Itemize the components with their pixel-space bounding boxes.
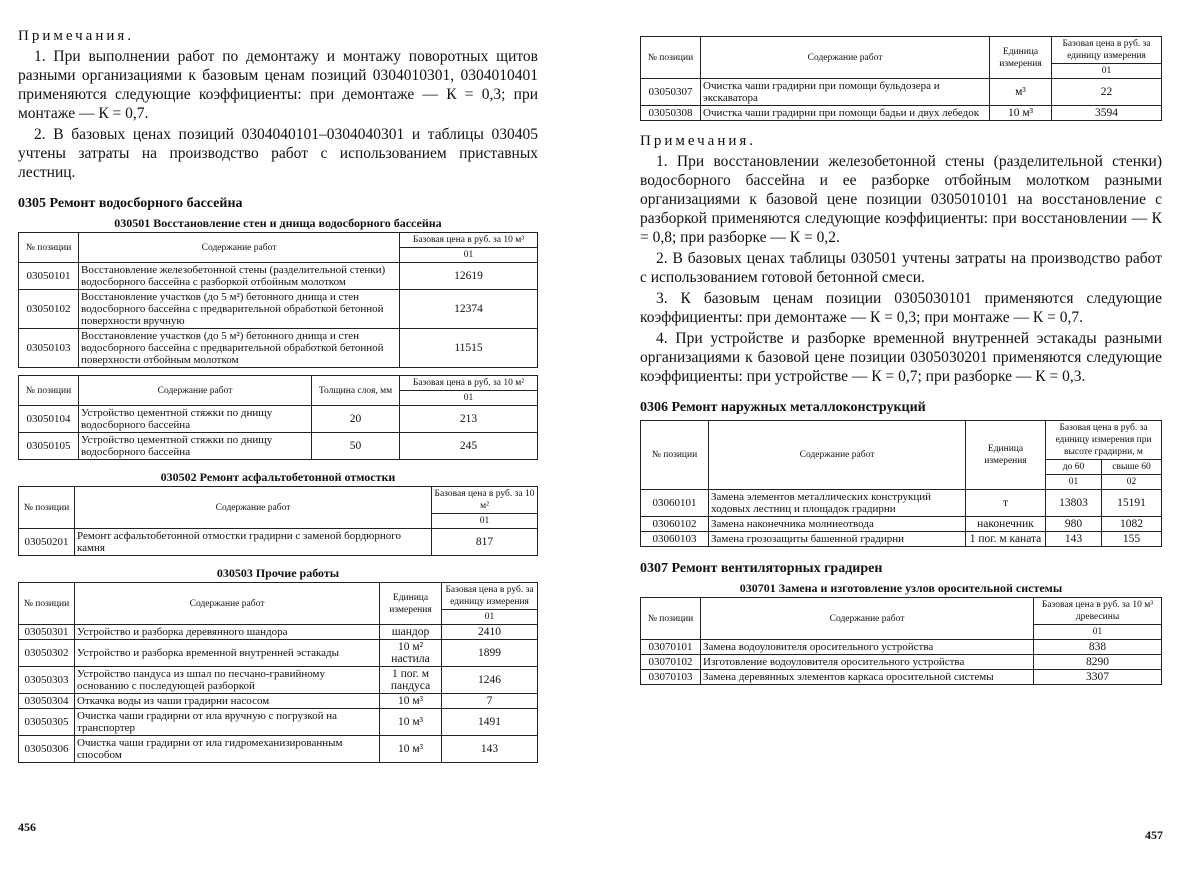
- price-table-030501: [18, 232, 538, 368]
- price-value: 817: [432, 529, 538, 556]
- position-code: 03070103: [641, 670, 701, 685]
- header-pos: № позиции: [19, 487, 75, 529]
- header-price: Базовая цена в руб. за 10 м²: [432, 487, 538, 514]
- header-unit: Единица измерения: [380, 583, 442, 625]
- work-description: Очистка чаши градирни при помощи бульдозера и экскаватора: [701, 79, 990, 106]
- notes-heading: Примечания.: [18, 28, 135, 44]
- price-value: 143: [442, 736, 538, 763]
- unit-value: наконечник: [966, 517, 1046, 532]
- table-row: [19, 667, 538, 694]
- header-col: 01: [1034, 625, 1162, 640]
- table-row: [641, 532, 1162, 547]
- work-description: Восстановление участков (до 5 м²) бетонного днища и стен водосборного бассейна с предварительной обработкой бетонной поверхности отбойным молотком: [79, 329, 400, 368]
- work-description: Устройство пандуса из шпал по песчано-гравийному основанию с последующей разборкой: [75, 667, 380, 694]
- table-row: [19, 263, 538, 290]
- price-value: 1246: [442, 667, 538, 694]
- work-description: Устройство и разборка временной внутренней эстакады: [75, 640, 380, 667]
- position-code: 03060103: [641, 532, 709, 547]
- page-number: 457: [1145, 828, 1163, 842]
- position-code: 03050301: [19, 625, 75, 640]
- table-row: [19, 640, 538, 667]
- unit-value: т: [966, 490, 1046, 517]
- work-description: Очистка чаши градирни при помощи бадьи и двух лебедок: [701, 106, 990, 121]
- position-code: 03070101: [641, 640, 701, 655]
- note-paragraph: 4. При устройстве и разборке временной внутренней эстакады разными организациями к базовой цене позиции 0305030201 применяются следующие коэффициенты: при устройстве — К = 0,7; при разборке — К = 0,3.: [640, 330, 1162, 385]
- position-code: 03050103: [19, 329, 79, 368]
- work-description: Откачка воды из чаши градирни насосом: [75, 694, 380, 709]
- price-table-030701: [640, 597, 1162, 685]
- table-row: [19, 709, 538, 736]
- header-price: Базовая цена в руб. за 10 м³ древесины: [1034, 598, 1162, 625]
- table-row: [641, 517, 1162, 532]
- price-value: 980: [1046, 517, 1102, 532]
- section-title: 0306 Ремонт наружных металлоконструкций: [640, 400, 926, 415]
- price-value: 3594: [1052, 106, 1162, 121]
- table-row: [19, 290, 538, 329]
- header-col: 01: [442, 610, 538, 625]
- table-row: [641, 670, 1162, 685]
- work-description: Замена грозозащиты башенной градирни: [709, 532, 966, 547]
- header-pos: № позиции: [19, 233, 79, 263]
- header-height-over-60: свыше 60: [1102, 460, 1162, 475]
- note-paragraph: 1. При выполнении работ по демонтажу и монтажу поворотных щитов разными организациями к базовым ценам позиций 0304010301, 0304010401 применяются следующие коэффициенты: при демонтаже — К = 0,3; при монтаже — К = 0,7.: [18, 48, 538, 122]
- table-row: [19, 625, 538, 640]
- position-code: 03050102: [19, 290, 79, 329]
- price-table-030503: [18, 582, 538, 763]
- header-price: Базовая цена в руб. за 10 м³: [400, 233, 538, 248]
- work-description: Замена элементов металлических конструкций ходовых лестниц и площадок градирни: [709, 490, 966, 517]
- position-code: 03060102: [641, 517, 709, 532]
- table-row: [641, 79, 1162, 106]
- note-paragraph: 3. К базовым ценам позиции 0305030101 применяются следующие коэффициенты: при демонтаже — К = 0,3; при монтаже — К = 0,7.: [640, 290, 1162, 326]
- price-value: 143: [1046, 532, 1102, 547]
- unit-value: м³: [990, 79, 1052, 106]
- notes-heading: Примечания.: [640, 133, 757, 149]
- page-number: 456: [18, 820, 36, 834]
- price-value: 155: [1102, 532, 1162, 547]
- thickness-value: 50: [312, 433, 400, 460]
- price-value: 838: [1034, 640, 1162, 655]
- price-value: 245: [400, 433, 538, 460]
- position-code: 03050101: [19, 263, 79, 290]
- table-row: [19, 529, 538, 556]
- price-value: 8290: [1034, 655, 1162, 670]
- position-code: 03050104: [19, 406, 79, 433]
- position-code: 03050307: [641, 79, 701, 106]
- header-col: 01: [432, 514, 538, 529]
- header-price: Базовая цена в руб. за единицу измерения: [1052, 37, 1162, 64]
- note-paragraph: 2. В базовых ценах таблицы 030501 учтены затраты на производство работ с использованием готовой бетонной смеси.: [640, 250, 1162, 286]
- header-price: Базовая цена в руб. за единицу измерения: [442, 583, 538, 610]
- unit-value: 10 м² настила: [380, 640, 442, 667]
- header-price: Базовая цена в руб. за единицу измерения при высоте градирни, м: [1046, 421, 1162, 460]
- price-value: 12374: [400, 290, 538, 329]
- note-paragraph: 2. В базовых ценах позиций 0304040101–0304040301 и таблицы 030405 учтены затраты на производство работ с использованием приставных лестниц.: [18, 126, 538, 181]
- price-value: 12619: [400, 263, 538, 290]
- header-col: 01: [400, 248, 538, 263]
- position-code: 03050305: [19, 709, 75, 736]
- unit-value: шандор: [380, 625, 442, 640]
- header-pos: № позиции: [641, 37, 701, 79]
- work-description: Очистка чаши градирни от ила вручную с погрузкой на транспортер: [75, 709, 380, 736]
- unit-value: 10 м³: [380, 709, 442, 736]
- table-title: 030502 Ремонт асфальтобетонной отмостки: [160, 470, 396, 484]
- work-description: Замена деревянных элементов каркаса оросительной системы: [701, 670, 1034, 685]
- price-value: 1899: [442, 640, 538, 667]
- header-pos: № позиции: [641, 421, 709, 490]
- thickness-value: 20: [312, 406, 400, 433]
- price-value: 22: [1052, 79, 1162, 106]
- header-height-up-to-60: до 60: [1046, 460, 1102, 475]
- left-page-content: [18, 28, 538, 763]
- note-paragraph: 1. При восстановлении железобетонной стены (разделительной стенки) водосборного бассейна и ее разборке отбойным молотком разными организациями к базовой цене позиции 0305010101 на восстановление с разборкой применяются следующие коэффициенты: при восстановлении — К = 0,8; при разборке — К = 0,2.: [640, 153, 1162, 246]
- price-value: 13803: [1046, 490, 1102, 517]
- header-desc: Содержание работ: [75, 487, 432, 529]
- header-unit: Единица измерения: [990, 37, 1052, 79]
- table-row: [641, 640, 1162, 655]
- table-row: [19, 329, 538, 368]
- header-price: Базовая цена в руб. за 10 м²: [400, 376, 538, 391]
- price-value: 7: [442, 694, 538, 709]
- table-row: [641, 490, 1162, 517]
- position-code: 03050105: [19, 433, 79, 460]
- position-code: 03050302: [19, 640, 75, 667]
- price-table-0306: [640, 420, 1162, 547]
- position-code: 03050308: [641, 106, 701, 121]
- header-col: 02: [1102, 475, 1162, 490]
- price-value: 2410: [442, 625, 538, 640]
- header-desc: Содержание работ: [701, 37, 990, 79]
- table-row: [641, 106, 1162, 121]
- work-description: Устройство цементной стяжки по днищу водосборного бассейна: [79, 433, 312, 460]
- table-row: [641, 655, 1162, 670]
- table-row: [19, 694, 538, 709]
- unit-value: 10 м³: [380, 694, 442, 709]
- position-code: 03060101: [641, 490, 709, 517]
- price-value: 1491: [442, 709, 538, 736]
- work-description: Замена наконечника молниеотвода: [709, 517, 966, 532]
- position-code: 03050201: [19, 529, 75, 556]
- unit-value: 10 м³: [990, 106, 1052, 121]
- table-row: [19, 736, 538, 763]
- position-code: 03050306: [19, 736, 75, 763]
- work-description: Замена водоуловителя оросительного устройства: [701, 640, 1034, 655]
- work-description: Устройство цементной стяжки по днищу водосборного бассейна: [79, 406, 312, 433]
- header-pos: № позиции: [641, 598, 701, 640]
- work-description: Изготовление водоуловителя оросительного устройства: [701, 655, 1034, 670]
- price-value: 1082: [1102, 517, 1162, 532]
- header-col: 01: [400, 391, 538, 406]
- price-value: 213: [400, 406, 538, 433]
- work-description: Ремонт асфальтобетонной отмостки градирни с заменой бордюрного камня: [75, 529, 432, 556]
- table-title: 030701 Замена и изготовление узлов оросительной системы: [739, 581, 1063, 595]
- price-table-030503-continued: [640, 36, 1162, 121]
- table-row: [19, 406, 538, 433]
- header-desc: Содержание работ: [701, 598, 1034, 640]
- header-desc: Содержание работ: [79, 376, 312, 406]
- table-row: [19, 433, 538, 460]
- position-code: 03070102: [641, 655, 701, 670]
- work-description: Восстановление железобетонной стены (разделительной стенки) водосборного бассейна с разборкой отбойным молотком: [79, 263, 400, 290]
- header-desc: Содержание работ: [709, 421, 966, 490]
- section-title: 0305 Ремонт водосборного бассейна: [18, 196, 243, 211]
- header-col: 01: [1046, 475, 1102, 490]
- position-code: 03050303: [19, 667, 75, 694]
- unit-value: 1 пог. м каната: [966, 532, 1046, 547]
- price-value: 3307: [1034, 670, 1162, 685]
- header-pos: № позиции: [19, 376, 79, 406]
- price-table-030502: [18, 486, 538, 556]
- header-desc: Содержание работ: [79, 233, 400, 263]
- table-title: 030501 Восстановление стен и днища водосборного бассейна: [114, 216, 442, 230]
- work-description: Очистка чаши градирни от ила гидромеханизированным способом: [75, 736, 380, 763]
- unit-value: 1 пог. м пандуса: [380, 667, 442, 694]
- page-457: [600, 0, 1200, 872]
- work-description: Восстановление участков (до 5 м²) бетонного днища и стен водосборного бассейна с предварительной обработкой бетонной поверхности вручную: [79, 290, 400, 329]
- right-page-content: [640, 36, 1162, 685]
- table-title: 030503 Прочие работы: [216, 566, 340, 580]
- header-pos: № позиции: [19, 583, 75, 625]
- price-value: 15191: [1102, 490, 1162, 517]
- header-desc: Содержание работ: [75, 583, 380, 625]
- position-code: 03050304: [19, 694, 75, 709]
- work-description: Устройство и разборка деревянного шандора: [75, 625, 380, 640]
- header-col: 01: [1052, 64, 1162, 79]
- price-table-screed: [18, 375, 538, 460]
- header-thickness: Толщина слоя, мм: [312, 376, 400, 406]
- header-unit: Единица измерения: [966, 421, 1046, 490]
- section-title: 0307 Ремонт вентиляторных градирен: [640, 561, 883, 576]
- price-value: 11515: [400, 329, 538, 368]
- unit-value: 10 м³: [380, 736, 442, 763]
